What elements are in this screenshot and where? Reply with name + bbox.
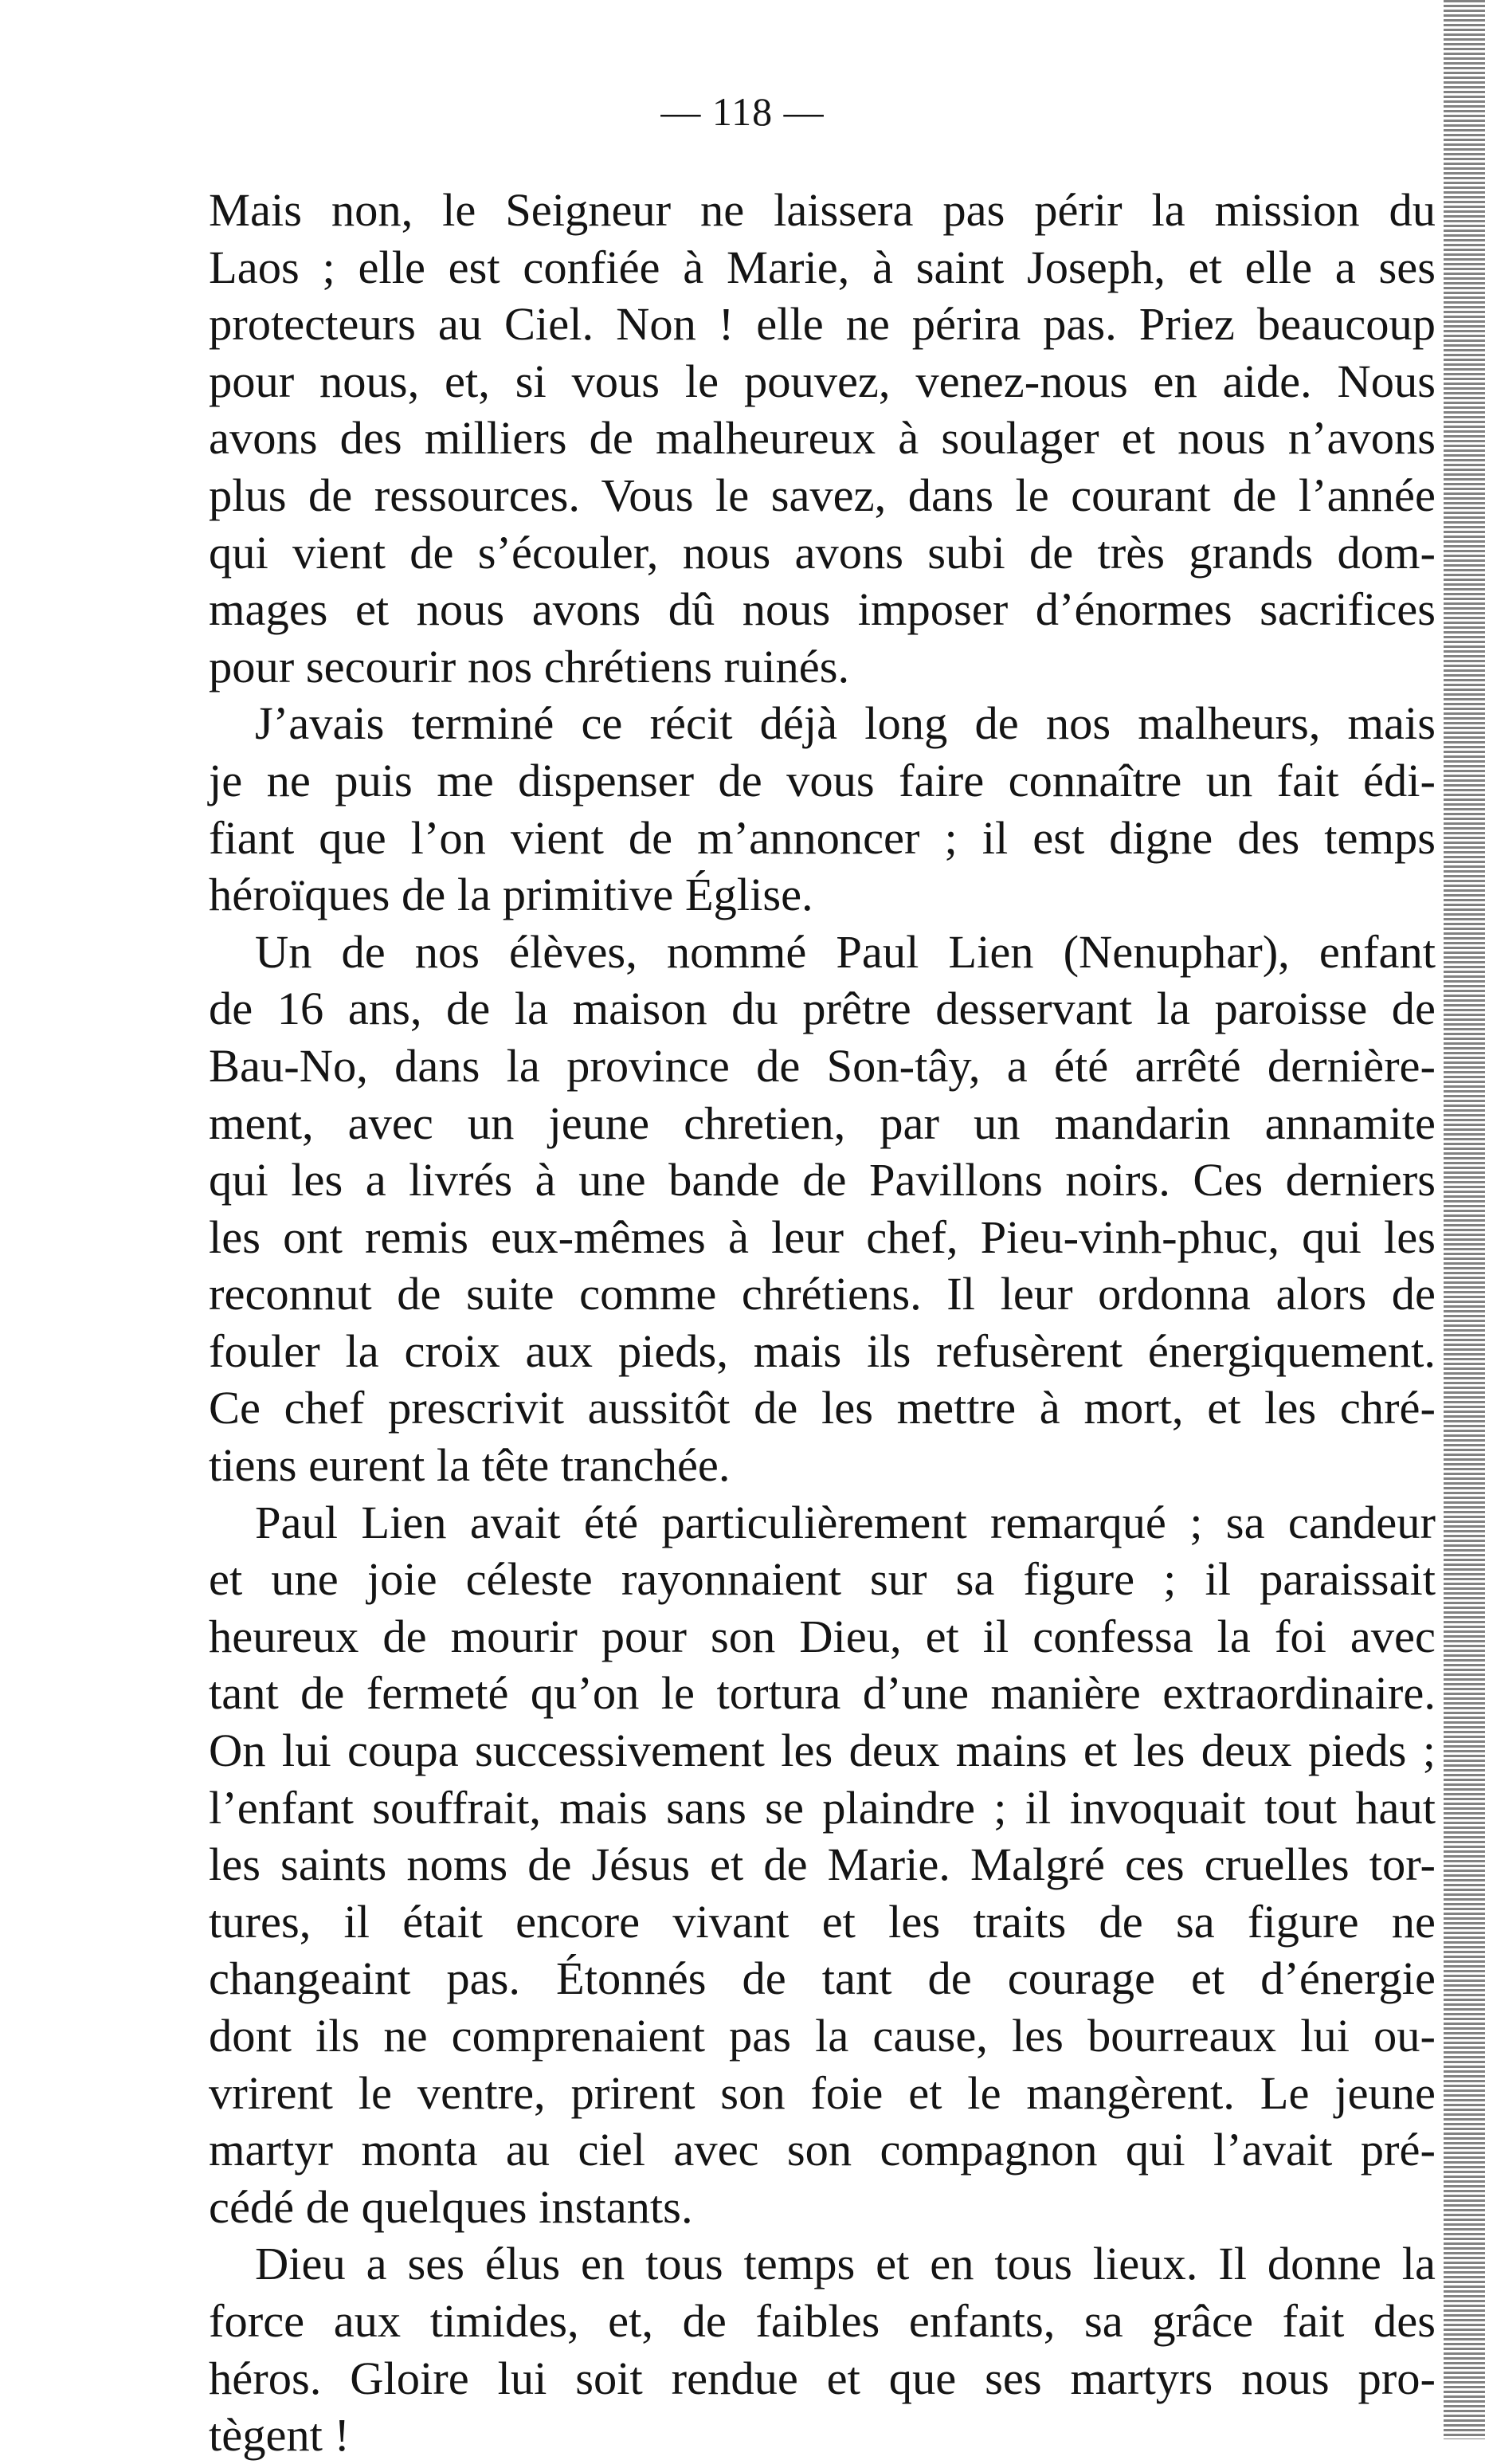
text-line: et une joie céleste rayonnaient sur sa figure ; il paraissait [209,1553,1436,1606]
paragraph-5 [209,2235,1436,2463]
text-line: Laos ; elle est confiée à Marie, à saint Joseph, et elle a ses [209,241,1436,293]
text-line: mages et nous avons dû nous imposer d’énormes sacrifices [209,583,1436,636]
text-line: Ce chef prescrivit aussitôt de les mettre à mort, et les chré- [209,1382,1436,1434]
text-line: héroïques de la primitive Église. [209,869,813,921]
page-edge-scan-artifact [1444,0,1485,2439]
page-number-header: — 118 — [660,89,825,134]
text-line: reconnut de suite comme chrétiens. Il leur ordonna alors de [209,1268,1436,1320]
text-line: tègent ! [209,2409,351,2462]
text-line: J’avais terminé ce récit déjà long de nos malheurs, mais [255,697,1436,750]
text-line: ment, avec un jeune chretien, par un mandarin annamite [209,1097,1436,1149]
text-line: avons des milliers de malheureux à soulager et nous n’avons [209,412,1436,465]
text-line: de 16 ans, de la maison du prêtre desservant la paroisse de [209,983,1436,1035]
paragraph-4 [209,1494,1436,2236]
text-line: Paul Lien avait été particulièrement remarqué ; sa candeur [255,1496,1436,1548]
text-line: je ne puis me dispenser de vous faire connaître un fait édi- [209,754,1436,806]
paragraph-3 [209,924,1436,1494]
text-line: changeaint pas. Étonnés de tant de courage et d’énergie [209,1952,1436,2005]
text-line: qui vient de s’écouler, nous avons subi de très grands dom- [209,526,1436,579]
text-line: martyr monta au ciel avec son compagnon qui l’avait pré- [209,2124,1436,2176]
text-line: fiant que l’on vient de m’annoncer ; il est digne des temps [209,811,1436,864]
text-line: fouler la croix aux pieds, mais ils refusèrent énergiquement. [209,1324,1436,1377]
paragraph-2 [209,695,1436,923]
body-text [209,182,1436,2464]
text-line: vrirent le ventre, prirent son foie et le mangèrent. Le jeune [209,2066,1436,2119]
text-line: Un de nos élèves, nommé Paul Lien (Nenuphar), enfant [255,925,1436,978]
text-line: Bau-No, dans la province de Son-tây, a été arrêté dernière- [209,1039,1436,1092]
text-line: héros. Gloire lui soit rendue et que ses martyrs nous pro- [209,2352,1436,2404]
text-line: tures, il était encore vivant et les traits de sa figure ne [209,1895,1436,1948]
text-line: plus de ressources. Vous le savez, dans le courant de l’année [209,469,1436,521]
text-line: dont ils ne comprenaient pas la cause, les bourreaux lui ou- [209,2010,1436,2062]
text-line: qui les a livrés à une bande de Pavillons noirs. Ces derniers [209,1154,1436,1206]
text-line: tant de fermeté qu’on le tortura d’une manière extraordinaire. [209,1667,1436,1720]
text-line: les saints noms de Jésus et de Marie. Malgré ces cruelles tor- [209,1838,1436,1891]
text-line: pour secourir nos chrétiens ruinés. [209,640,850,693]
text-line: Dieu a ses élus en tous temps et en tous lieux. Il donne la [255,2238,1436,2290]
paragraph-1 [209,182,1436,695]
text-line: cédé de quelques instants. [209,2180,693,2233]
text-line: l’enfant souffrait, mais sans se plaindre ; il invoquait tout haut [209,1781,1436,1834]
text-line: les ont remis eux-mêmes à leur chef, Pieu-vinh-phuc, qui les [209,1210,1436,1263]
text-line: tiens eurent la tête tranchée. [209,1439,731,1492]
text-line: On lui coupa successivement les deux mains et les deux pieds ; [209,1724,1436,1777]
text-line: Mais non, le Seigneur ne laissera pas périr la mission du [209,184,1436,236]
text-line: protecteurs au Ciel. Non ! elle ne périra pas. Priez beaucoup [209,298,1436,351]
text-line: force aux timides, et, de faibles enfants, sa grâce fait des [209,2294,1436,2347]
text-line: heureux de mourir pour son Dieu, et il confessa la foi avec [209,1610,1436,1662]
text-line: pour nous, et, si vous le pouvez, venez-nous en aide. Nous [209,355,1436,407]
